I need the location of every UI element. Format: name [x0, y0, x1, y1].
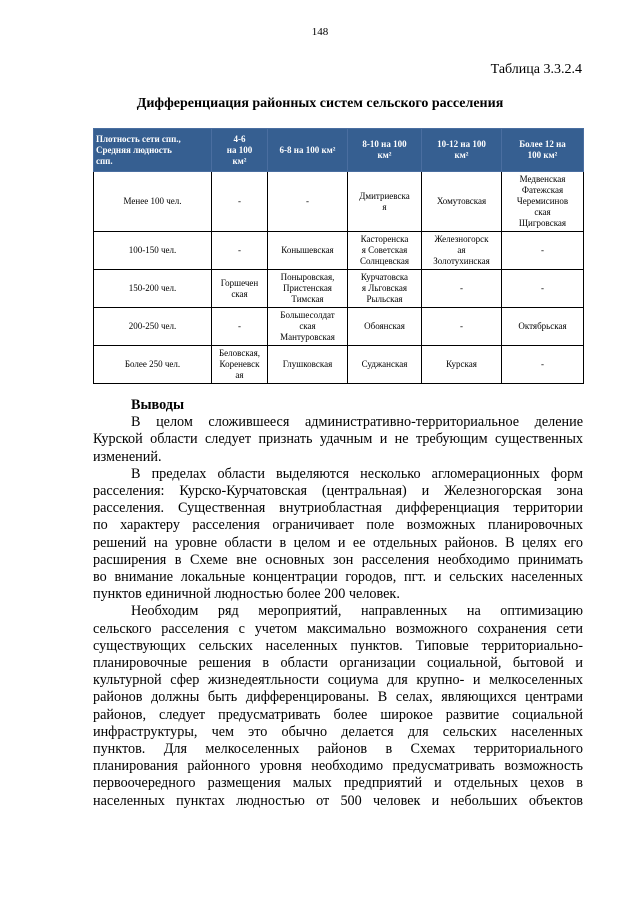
table-cell — [422, 308, 502, 346]
cell-text: Хомутовская — [436, 196, 487, 206]
cell-text: Золотухинская — [433, 256, 490, 266]
cell-text: Рыльская — [366, 294, 403, 304]
cell-text: Дмитриевска — [359, 190, 410, 201]
table-cell — [268, 270, 348, 308]
paragraph-line: во внимание локальные концентрации городов, пгт. и сельских населенных — [93, 569, 583, 586]
table-cell — [502, 172, 584, 232]
cell-text: Глушковская — [282, 359, 333, 369]
settlement-density-table — [93, 128, 584, 384]
table-cell — [94, 308, 212, 346]
paragraph-line: Курской области следует признать удачным и не требующим существенных — [93, 431, 583, 448]
paragraph-line: планирования районного уровня необходимо предусматривать возможность — [93, 758, 583, 775]
table-cell — [268, 346, 348, 384]
table-row — [94, 270, 584, 308]
cell-text: Менее 100 чел. — [123, 196, 182, 206]
table-row — [94, 346, 584, 384]
table-cell — [348, 232, 422, 270]
conclusions-body — [93, 414, 583, 810]
table-cell — [422, 172, 502, 232]
header-cell-text: 4-6 — [233, 133, 246, 144]
table-cell — [348, 270, 422, 308]
paragraph-line: планировочные решения в области организации социальной, бытовой и — [93, 655, 583, 672]
table-cell — [94, 270, 212, 308]
paragraph-line: населенных пунктах людностью от 500 человек и небольших объектов — [93, 792, 583, 809]
cell-text: Медвенская — [519, 174, 566, 184]
paragraph-line: пунктов единичной людностью более 200 человек. — [93, 586, 400, 603]
page-number: 148 — [311, 26, 329, 38]
table-cell — [422, 232, 502, 270]
paragraph-line: инфраструктуры, чем это обычно делается для сельских населенных — [93, 723, 583, 740]
cell-text: 150-200 чел. — [128, 283, 177, 293]
table-cell — [422, 346, 502, 384]
cell-text: я Льговская — [361, 283, 408, 293]
cell-text: ская — [231, 288, 248, 299]
table-row — [94, 308, 584, 346]
paragraph-line: расширения в Схеме вне основных зон расселения необходимо принимать — [93, 551, 583, 568]
paragraph-line: районов должны быть дифференцированы. В селах, являющихся центрами — [93, 689, 583, 706]
header-cell-text: спп. — [96, 155, 113, 166]
table-cell — [502, 346, 584, 384]
table-cell — [212, 232, 268, 270]
paragraph-line: по характеру расселения ограничивает поле возможных планировочных — [93, 517, 583, 534]
table-caption: Таблица 3.3.2.4 — [490, 62, 582, 77]
cell-text: Суджанская — [361, 359, 408, 369]
cell-text: Беловская, — [219, 348, 260, 358]
header-cell-text: на 100 — [226, 144, 253, 155]
cell-text: - — [306, 196, 309, 206]
cell-text: Октябрьская — [518, 321, 567, 331]
table-cell — [348, 308, 422, 346]
cell-text: Мантуровская — [280, 332, 335, 342]
table-cell — [422, 270, 502, 308]
paragraph-line: расселения. Существенная внутриобластная дифференциация территории — [93, 500, 583, 517]
cell-text: я — [382, 201, 387, 212]
cell-text: Фатежская — [521, 185, 564, 195]
cell-text: ая — [235, 370, 244, 380]
cell-text: Курчатовска — [360, 272, 409, 282]
conclusion-paragraph — [93, 414, 583, 466]
table-cell — [94, 172, 212, 232]
paragraph-line: культурной сфер жизнедеятльности социума для крупно- и мелкоселенных — [93, 672, 583, 689]
cell-text: Тимская — [291, 294, 324, 304]
cell-text: Обоянская — [364, 321, 405, 331]
paragraph-line: В целом сложившееся административно-территориальное деление — [131, 414, 583, 431]
table-cell — [94, 232, 212, 270]
table-cell — [212, 172, 268, 232]
header-cell-text: 10-12 на 100 — [437, 139, 486, 149]
table-cell — [268, 172, 348, 232]
cell-text: Железногорск — [434, 234, 489, 244]
table-header-cell — [212, 129, 268, 172]
cell-text: - — [238, 196, 241, 206]
cell-text: ая — [457, 245, 466, 255]
table-title: Дифференциация районных систем сельского расселения — [136, 96, 504, 111]
conclusions-section — [93, 397, 583, 810]
cell-text: ская — [299, 321, 316, 331]
cell-text: Горшечен — [220, 277, 259, 288]
table-cell — [502, 270, 584, 308]
cell-text: Солнцевская — [359, 256, 410, 266]
cell-text: Поныровская, — [280, 272, 335, 282]
header-cell-text: км² — [232, 155, 247, 166]
table-row — [94, 232, 584, 270]
table-header-cell — [502, 129, 584, 172]
paragraph-line: В пределах области выделяются несколько агломерационных форм — [131, 465, 583, 482]
table-cell — [502, 308, 584, 346]
conclusion-paragraph — [93, 603, 583, 809]
paragraph-line: существующих сельских населенных пунктов. Типовые территориально- — [93, 637, 583, 654]
cell-text: Курская — [446, 359, 477, 369]
cell-text: 100-150 чел. — [128, 245, 177, 255]
table-cell — [348, 346, 422, 384]
cell-text: Большесолдат — [280, 310, 335, 320]
table-cell — [268, 232, 348, 270]
table-header-cell — [348, 129, 422, 172]
cell-text: Черемисинов — [516, 196, 569, 206]
table-cell — [94, 346, 212, 384]
table-cell — [212, 308, 268, 346]
header-cell-text: км² — [454, 150, 469, 160]
table-cell — [348, 172, 422, 232]
header-cell-text: км² — [377, 150, 392, 160]
paragraph-line: расселения: Курско-Курчатовская (центральная) и Железногорская зона — [93, 483, 583, 500]
table-cell — [212, 270, 268, 308]
cell-text: - — [460, 283, 463, 293]
cell-text: - — [238, 245, 241, 255]
paragraph-line: первоочередного размещения малых предприятий и отдельных цехов в — [93, 775, 583, 792]
cell-text: Более 250 чел. — [124, 359, 181, 369]
header-cell-text: Средняя людность — [96, 144, 172, 155]
paragraph-line: сельского расселения с учетом максимально возможного сохранения сети — [93, 620, 583, 637]
cell-text: - — [541, 283, 544, 293]
cell-text: - — [541, 359, 544, 369]
paragraph-line: Необходим ряд мероприятий, направленных на оптимизацию — [131, 603, 583, 620]
cell-text: - — [238, 321, 241, 331]
header-cell-text: 100 км² — [527, 150, 558, 160]
paragraph-line: пунктов. Для мелкоселенных районов в Схемах территориального — [93, 741, 583, 758]
paragraph-line: районов, следует предусматривать более широкое развитие социальной — [93, 706, 583, 723]
header-cell-text: 8-10 на 100 — [362, 139, 407, 149]
cell-text: 200-250 чел. — [128, 321, 177, 331]
paragraph-line: решений на уровне области в целом и ее отдельных районов. В целях его — [93, 534, 583, 551]
cell-text: - — [460, 321, 463, 331]
cell-text: Щигровская — [518, 218, 567, 228]
conclusion-paragraph — [93, 466, 583, 604]
table-header-row — [94, 129, 584, 172]
table-header-cell — [94, 129, 212, 172]
header-cell-text: Более 12 на — [519, 139, 566, 149]
table-cell — [212, 346, 268, 384]
table-header-cell — [268, 129, 348, 172]
cell-text: Касторенска — [360, 234, 409, 244]
cell-text: Пристенская — [283, 283, 332, 293]
cell-text: я Советская — [361, 245, 408, 255]
table-header-cell — [422, 129, 502, 172]
paragraph-line: изменений. — [93, 448, 162, 465]
cell-text: - — [541, 245, 544, 255]
conclusions-title: Выводы — [131, 397, 185, 413]
header-cell-text: Плотность сети спп., — [96, 133, 181, 144]
cell-text: ская — [534, 207, 551, 217]
table-cell — [268, 308, 348, 346]
cell-text: Кореневск — [219, 359, 260, 369]
header-cell-text: 6-8 на 100 км² — [279, 144, 336, 155]
cell-text: Конышевская — [281, 245, 334, 255]
table-row — [94, 172, 584, 232]
table-cell — [502, 232, 584, 270]
